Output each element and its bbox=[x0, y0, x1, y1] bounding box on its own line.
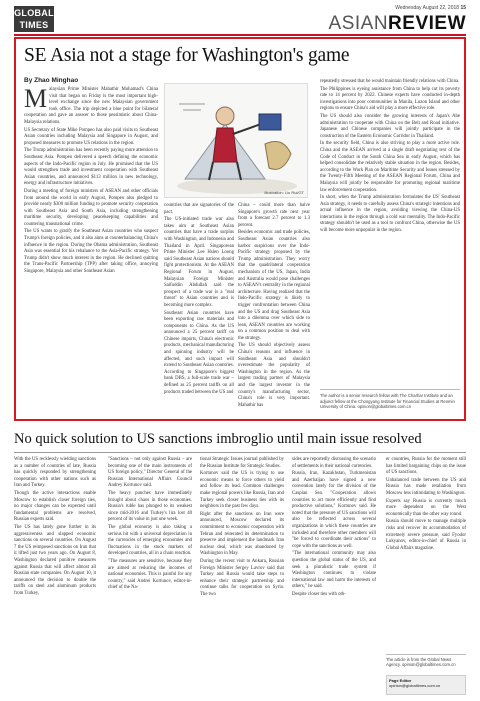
second-headline: No quick solution to US sanctions imbroglio until main issue resolved bbox=[14, 431, 422, 447]
paragraph: During the recent visit to Ankara, Russian Foreign Minister Sergey Lavrov said that Turkey and Russia would take steps to enhance their strategic partnership and continue talks for cooperation on Syria. The two bbox=[200, 558, 284, 597]
paragraph: er countries, Russia for the moment still has limited bargaining chips on the issue of US sanctions. bbox=[386, 457, 466, 476]
paragraph: Unbalanced trade between the US and Russia has made retaliation from Moscow less intimidating to Washington. bbox=[386, 477, 466, 496]
cartoon-drawing bbox=[165, 84, 308, 198]
paragraph: The US should also consider the growing interests of Japan's Abe administration to cooperate with China on the Belt and Road initiative. Japanese and Chinese companies will jointly participate in the construction of the Eastern Economic Corridor in Thailand. bbox=[320, 113, 460, 139]
masthead bbox=[14, 4, 466, 34]
paragraph: With the US recklessly wielding sanctions as a number of countries of late, Russia has quickly responded by strengthening cooperation with other nations such as Iran and Turkey. bbox=[14, 457, 96, 489]
paragraph: Russia should move to manage multiple risks and recover its accommodation of extremely severe pressure, said Fyodor Lukyanov, editor-in-chief of Russia in Global Affairs magazine. bbox=[386, 519, 466, 551]
second-column-1 bbox=[14, 457, 96, 598]
paragraph: The US-initiated trade war also takes aim at Southeast Asian countries that have a trade surplus with Washington, and Indonesia and Thailand in April. Singaporean Prime Minister Lee Hsien Loong said Southeast Asian nations should fight protectionism. At the ASEAN Regional Forum in August, Malaysian Foreign Minister Saifuddin Abdullah said the prospect of a trade war is a "real threat" to Asian countries and is becoming more complex. bbox=[164, 217, 234, 308]
paragraph: "The international community may also question the global status of the US, and seek a pluralistic trade system if Washington continues to violate international law and harm the interests of others," he said. bbox=[292, 551, 376, 590]
main-column-4 bbox=[320, 79, 460, 236]
paragraph: Despite closer ties with oth- bbox=[292, 591, 346, 597]
paragraph: repeatedly stressed that he would maintain friendly relations with China. bbox=[320, 79, 460, 84]
paragraph: Though the active interactions enable Moscow to establish closer foreign ties, no major changes can be expected until fundamental problems are resolved, Russian experts said. bbox=[14, 490, 96, 523]
main-column-3 bbox=[238, 203, 310, 410]
page-editor-box bbox=[386, 675, 466, 695]
paragraph: Southeast Asian countries have been exporting raw materials and components to China. As the US announced a 25 percent tariff on Chinese imports, China's electronic products, mechanical manufacturing and spinning industry will be affected, and such impact will extend to Southeast Asian countries. According to Singapore's biggest bank DBS, a full-scale trade war – defined as 25 percent tariffs on all products traded between the US and bbox=[164, 310, 234, 395]
paragraph: The Philippines is eyeing assistance from China to help cut its poverty rate to 14 percent by 2022. Chinese experts have conducted in-depth investigations into poor communities in Manila, Luzon Island and other regions to ensure China's aid will play a more effective role. bbox=[320, 86, 460, 112]
second-column-4 bbox=[292, 457, 376, 599]
paragraph: sides are reportedly discussing the scenario of settlements in their national currencies. bbox=[292, 457, 376, 469]
main-story-box bbox=[14, 37, 466, 421]
dateline bbox=[395, 5, 466, 11]
paragraph: Russia, Iran, Kazakhstan, Turkmenistan and Azerbaijan have signed a new convention lately for the division of the Caspian Sea. "Cooperation allows countries to act more efficiently and find productive solutions," Kortunov said. He noted that the pressure of US sanctions will also be reflected across several organizations in which these countries are included and therefore other members will "be forced to coordinate their actions" to cope with the sanctions as well. bbox=[292, 471, 376, 549]
second-column-2 bbox=[108, 457, 192, 593]
second-column-3 bbox=[200, 457, 284, 599]
paragraph: The Trump administration has been recently paying more attention to Southeast Asia. Pompeo delivered a speech defining the economic aspects of the Indo-Pacific region in July. He promised that the US would strengthen trade and investment cooperation with Southeast Asian countries, and announced $113 million in new technology, energy and infrastructure initiatives. bbox=[24, 148, 158, 187]
paragraph: Kortunov said the US is trying to use economic means to force others to yield and follow its lead. Common challenges make regional powers like Russia, Iran and Turkey seek closer business ties with its neighbors in the past few days. bbox=[200, 471, 284, 510]
paragraph: China – could more than halve Singapore's growth rate next year from a forecast 2.7 percent to 1.3 percent. bbox=[238, 203, 310, 228]
paragraph: In short, when the Trump administration formulates the US' Southeast Asia strategy, it needs to carefully assess China's strategic intentions and actual influence in the region, avoiding viewing the China-US interactions in the region through a cold war mentality. The Indo-Pacific strategy shouldn't be used as a tool to confront China, otherwise the US will become more unpopular in the region. bbox=[320, 195, 460, 234]
masthead-rule bbox=[14, 34, 466, 36]
second-headline-rule bbox=[14, 452, 466, 453]
section-title bbox=[329, 13, 466, 35]
paragraph: "Sanctions – not only against Russia – are becoming one of the main instruments of US foreign policy," Director General of the Russian International Affairs Council Andrey Kortunov said. bbox=[108, 457, 192, 489]
author-note: The author is a senior research fellow with The Charhar Institute and an adjunct fellow at the Chongyang Institute for Financial Studies at Renmin University of China. opinion@globaltimes.com.cn bbox=[320, 389, 460, 410]
main-headline: SE Asia not a stage for Washington's game bbox=[24, 45, 350, 66]
paragraph: countries that are signatories of the pact. bbox=[164, 203, 234, 215]
drop-cap: M bbox=[24, 84, 48, 113]
paragraph: In the security field, China is also striving to play a more active role. China and the ASEAN arrived at a single draft negotiating text of the Code of Conduct in the South China Sea in early August, which has helped consolidate the relatively stable situation in the region. Besides, according to the Work Plan on Maritime Security and Issues stressed by the Twenty-Fifth Meeting of the ASEAN Regional Forum, China and Malaysia will jointly be responsible for promoting regional maritime law enforcement cooperation. bbox=[320, 141, 460, 193]
main-column-2 bbox=[164, 203, 234, 397]
paragraph: US Secretary of State Mike Pompeo has also paid visits to Southeast Asian countries including Malaysia and Singapore in August, and proposed measures to promote US relations in the region. bbox=[24, 127, 158, 146]
issue-date: Wednesday August 22, 2018 bbox=[395, 5, 460, 11]
paragraph: Besides economic and trade policies, Southeast Asian countries also harbor suspicions over the Indo-Pacific strategy proposed by the Trump administration. They worry that the quadrilateral cooperation mechanism of the US, Japan, India and Australia would pose challenges to ASEAN's centrality in the regional architecture. Having realized that the Indo-Pacific strategy is likely to trigger confrontation between China and the US and drag Southeast Asia into a dilemma over which side to lean, ASEAN countries are working on a common position to deal with the strategy. bbox=[238, 230, 310, 341]
global-times-logo bbox=[14, 6, 54, 32]
paragraph-text: alaysian Prime Minister Mahathir Mohamad's China visit that began on Friday is the most important high-level exchange since the new Malaysian government took office. The trip depicted a blue point for bilateral cooperation and gave an answer to those pessimistic about China-Malaysia relations. bbox=[24, 87, 158, 125]
paragraph: The global economy is also taking a serious hit with a universal depreciation in the currencies of emerging economies and fluctuations in the stock markets of developed countries, all in a chain reaction. bbox=[108, 524, 192, 557]
paragraph: The US wants to gratify the Southeast Asian countries who suspect Trump's foreign policies, and it also aims at counterbalancing China's influence in the region. During the Obama administration, Southeast Asia was essential for his rebalance to the Asia-Pacific strategy. Yet Trump didn't show much interest in the region. He declined quitting the Trans-Pacific Partnership (TPP) after taking office, annoying Singapore, Malaysia and other Southeast Asian bbox=[24, 229, 158, 275]
cartoon-credit: Illustration: Liu Rui/GT bbox=[264, 190, 304, 195]
logo-line-1: GLOBAL bbox=[14, 8, 54, 18]
paragraph: During a meeting of foreign ministers of ASEAN and other officials from around the world in early August, Pompeo also pledged to provide nearly $300 million funding to promote security cooperation with Southeast Asia and South Asia, including strengthening maritime security, developing peacekeeping capabilities and countering transnational crime. bbox=[24, 188, 158, 227]
paragraph: "The measures are sensitive, because they are aimed at reducing the incomes of national economies. This is painful for any country," said Andrei Kortunov, editor-in-chief of the Na- bbox=[108, 558, 192, 591]
paragraph: Right after the sanctions on Iran were announced, Moscow declared its commitment to economic cooperation with Tehran and reiterated its determination to preserve and implement the landmark Iran nuclear deal, which was abandoned by Washington in May. bbox=[200, 511, 284, 557]
byline: By Zhao Minghao bbox=[24, 77, 79, 84]
logo-line-2: TIMES bbox=[19, 20, 49, 30]
second-story-note: The article is from the Global News Agency. opinion@globaltimes.com.cn bbox=[386, 654, 466, 668]
section-title-bold: REVIEW bbox=[388, 13, 466, 34]
main-column-1 bbox=[24, 84, 158, 277]
paragraph bbox=[24, 84, 158, 127]
paragraph: The heavy punches have immediately brought about chaos in those economies. Russia's ruble has plunged to its weakest since mid-2016 and Turkey's lira lost 40 percent of its value in just one week. bbox=[108, 490, 192, 523]
second-column-5 bbox=[386, 457, 466, 553]
editorial-cartoon bbox=[164, 83, 308, 198]
paragraph: The US should objectively assess China's reasons and influence in Southeast Asia and shouldn't overestimate the popularity of Washington in the region. As the largest trading partner of Malaysia and the largest investor in the country's manufacturing sector, China's role is very important. Mahathir has bbox=[238, 343, 310, 408]
paragraph: The US has lately gone further in its aggressiveness and slapped economic sanctions on several countries. On August 7 the US reimposed sanctions on Iran that it lifted just two years ago. On August 8, Washington declared punitive measures against Russia that will affect almost all Russian state companies. On August 10, it announced the decision to double the tariffs on steel and aluminum products from Turkey, bbox=[14, 524, 96, 596]
paragraph: Experts say Russia is currently much more dependent on the West economically than the other way round. bbox=[386, 498, 466, 517]
paragraph: tional Strategic Issues journal published by the Russian Institute for Strategic Studies. bbox=[200, 457, 284, 469]
page-editor-email: opinion@globaltimes.com.cn bbox=[389, 683, 441, 688]
page-editor-title: Page Editor bbox=[389, 678, 412, 683]
section-title-light: ASIAN bbox=[328, 13, 389, 34]
page-number: 15 bbox=[460, 5, 466, 11]
